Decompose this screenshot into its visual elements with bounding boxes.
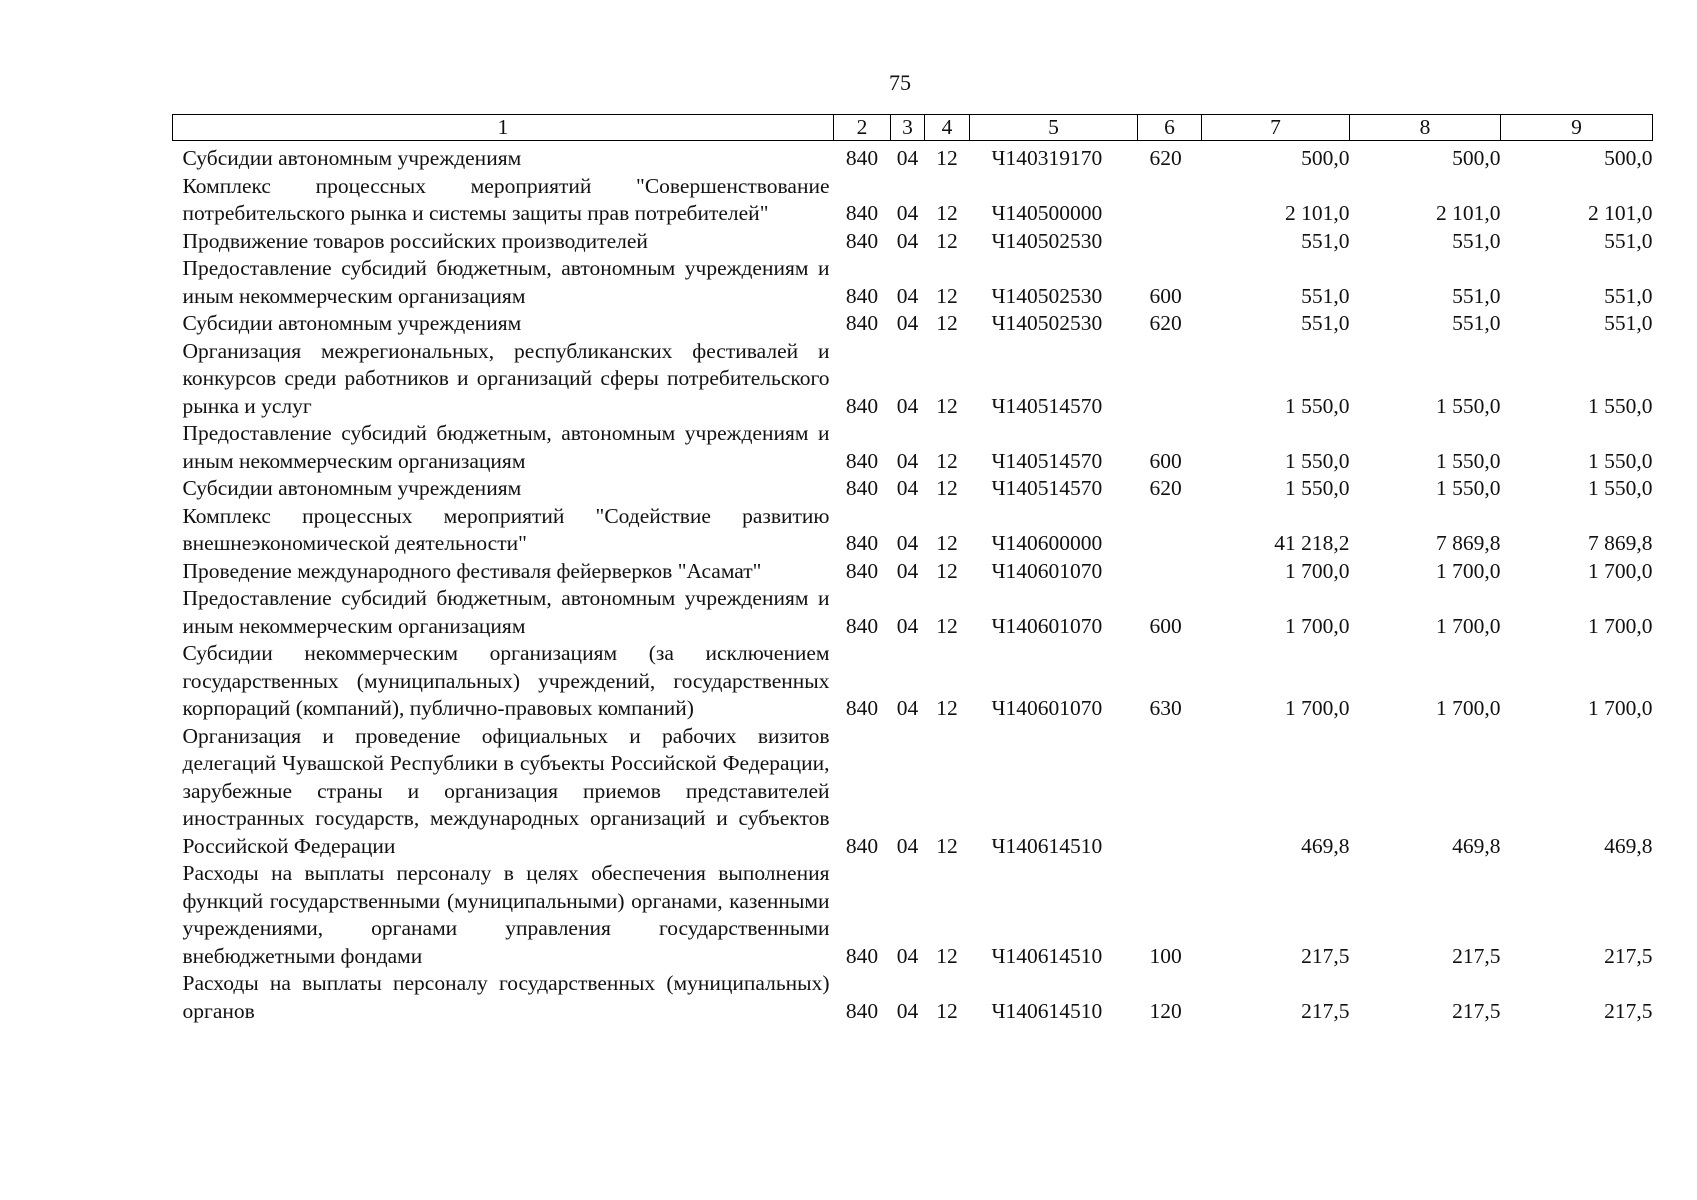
subsection-code: 12 — [936, 283, 958, 308]
amount-col-9: 1 700,0 — [1588, 613, 1653, 638]
subsection-code: 12 — [936, 531, 958, 555]
table-row — [173, 228, 1653, 256]
column-header-7: 7 — [1202, 115, 1350, 141]
amount-col-9: 1 550,0 — [1588, 393, 1653, 418]
amount-col-8: 1 550,0 — [1436, 476, 1501, 500]
target-article-code: Ч140601070 — [991, 558, 1103, 583]
ministry-code: 840 — [845, 696, 879, 720]
row-name: Субсидии автономным учреждениям — [182, 146, 522, 170]
amount-col-7: 217,5 — [1301, 998, 1350, 1023]
subsection-code: 12 — [936, 943, 958, 968]
target-article-code: Ч140502530 — [991, 311, 1103, 335]
section-code: 04 — [896, 833, 919, 858]
expense-type-code: 620 — [1149, 311, 1182, 335]
row-name: Субсидии некоммерческим организациям (за исключением государственных (муниципальных) учреждений, государственных корпораций (компаний), публично-правовых компаний) — [182, 641, 830, 720]
subsection-code: 12 — [936, 558, 958, 583]
row-name: Предоставление субсидий бюджетным, автономным учреждениям и иным некоммерческим организациям — [182, 256, 830, 308]
row-name: Предоставление субсидий бюджетным, автономным учреждениям и иным некоммерческим организациям — [182, 586, 830, 638]
section-code: 04 — [896, 613, 919, 638]
section-code: 04 — [896, 943, 919, 968]
expense-type-code — [1138, 173, 1202, 228]
target-article-code: Ч140601070 — [991, 613, 1103, 638]
column-header-6: 6 — [1138, 115, 1202, 141]
ministry-code: 840 — [845, 311, 879, 335]
ministry-code: 840 — [845, 998, 879, 1023]
target-article-code: Ч140614510 — [991, 998, 1103, 1023]
table-row — [173, 640, 1653, 723]
ministry-code: 840 — [845, 146, 879, 170]
ministry-code: 840 — [845, 393, 879, 418]
amount-col-7: 217,5 — [1301, 943, 1350, 968]
amount-col-9: 551,0 — [1604, 311, 1653, 335]
row-name: Организация межрегиональных, республиканских фестивалей и конкурсов среди работников и организаций сферы потребительского рынка и услуг — [182, 338, 830, 418]
row-name: Расходы на выплаты персоналу государственных (муниципальных) органов — [182, 971, 830, 1023]
subsection-code: 12 — [936, 833, 958, 858]
amount-col-9: 217,5 — [1604, 943, 1653, 968]
expense-type-code: 600 — [1149, 613, 1182, 638]
section-code: 04 — [896, 558, 919, 583]
ministry-code: 840 — [845, 558, 879, 583]
table-row — [173, 723, 1653, 861]
ministry-code: 840 — [845, 228, 879, 253]
amount-col-7: 1 550,0 — [1285, 476, 1350, 500]
amount-col-9: 1 550,0 — [1588, 476, 1653, 500]
subsection-code: 12 — [936, 696, 958, 720]
amount-col-8: 1 700,0 — [1436, 613, 1501, 638]
ministry-code: 840 — [845, 448, 879, 473]
expense-type-code: 600 — [1149, 283, 1182, 308]
amount-col-7: 2 101,0 — [1285, 201, 1350, 225]
subsection-code: 12 — [936, 998, 958, 1023]
amount-col-8: 551,0 — [1452, 228, 1501, 253]
subsection-code: 12 — [936, 201, 958, 225]
row-name: Субсидии автономным учреждениям — [182, 476, 522, 500]
target-article-code: Ч140614510 — [991, 833, 1103, 858]
ministry-code: 840 — [845, 531, 879, 555]
expense-type-code: 630 — [1149, 696, 1182, 720]
ministry-code: 840 — [845, 201, 879, 225]
subsection-code: 12 — [936, 613, 958, 638]
row-name: Комплекс процессных мероприятий "Содействие развитию внешнеэкономической деятельности" — [182, 503, 830, 555]
budget-table — [172, 114, 1653, 1025]
expense-type-code — [1138, 558, 1202, 586]
column-header-9: 9 — [1501, 115, 1653, 141]
amount-col-9: 7 869,8 — [1588, 531, 1653, 555]
column-header-3: 3 — [891, 115, 925, 141]
section-code: 04 — [896, 311, 919, 335]
ministry-code: 840 — [845, 613, 879, 638]
row-name: Комплекс процессных мероприятий "Совершенствование потребительского рынка и системы защиты прав потребителей" — [182, 173, 830, 225]
target-article-code: Ч140502530 — [991, 283, 1103, 308]
amount-col-7: 551,0 — [1301, 283, 1350, 308]
target-article-code: Ч140514570 — [991, 448, 1103, 473]
amount-col-7: 1 700,0 — [1285, 558, 1350, 583]
row-name: Предоставление субсидий бюджетным, автономным учреждениям и иным некоммерческим организациям — [182, 421, 830, 473]
row-name: Расходы на выплаты персоналу в целях обеспечения выполнения функций государственными (муниципальными) органами, казенными учреждениями, органами управления государственными внебюджетными фондами — [182, 861, 830, 968]
amount-col-7: 41 218,2 — [1274, 531, 1350, 555]
amount-col-9: 1 550,0 — [1588, 448, 1653, 473]
target-article-code: Ч140601070 — [991, 696, 1103, 720]
amount-col-8: 551,0 — [1452, 311, 1501, 335]
amount-col-7: 551,0 — [1301, 311, 1350, 335]
section-code: 04 — [896, 146, 919, 170]
expense-type-code: 100 — [1149, 943, 1182, 968]
amount-col-7: 469,8 — [1301, 833, 1350, 858]
section-code: 04 — [896, 476, 919, 500]
amount-col-7: 1 550,0 — [1285, 448, 1350, 473]
table-row — [173, 503, 1653, 558]
row-name: Продвижение товаров российских производителей — [182, 228, 648, 253]
subsection-code: 12 — [936, 228, 958, 253]
table-header — [173, 115, 1653, 141]
amount-col-9: 469,8 — [1604, 833, 1653, 858]
subsection-code: 12 — [936, 448, 958, 473]
amount-col-8: 217,5 — [1452, 943, 1501, 968]
column-header-4: 4 — [925, 115, 970, 141]
amount-col-9: 551,0 — [1604, 228, 1653, 253]
amount-col-8: 1 550,0 — [1436, 448, 1501, 473]
ministry-code: 840 — [845, 283, 879, 308]
section-code: 04 — [896, 228, 919, 253]
target-article-code: Ч140500000 — [991, 201, 1103, 225]
expense-type-code — [1138, 228, 1202, 256]
row-name: Организация и проведение официальных и рабочих визитов делегаций Чувашской Республики в субъекты Российской Федерации, зарубежные страны и организация приемов представителей иностранных государств, международных организаций и субъектов Российской Федерации — [182, 723, 830, 858]
expense-type-code — [1138, 338, 1202, 421]
amount-col-9: 551,0 — [1604, 283, 1653, 308]
table-row — [173, 173, 1653, 228]
section-code: 04 — [896, 283, 919, 308]
amount-col-7: 1 700,0 — [1285, 696, 1350, 720]
expense-type-code — [1138, 723, 1202, 861]
column-header-2: 2 — [834, 115, 891, 141]
row-name: Субсидии автономным учреждениям — [182, 311, 522, 335]
table-row — [173, 475, 1653, 503]
section-code: 04 — [896, 448, 919, 473]
target-article-code: Ч140319170 — [991, 146, 1103, 170]
amount-col-8: 217,5 — [1452, 998, 1501, 1023]
subsection-code: 12 — [936, 476, 958, 500]
section-code: 04 — [896, 998, 919, 1023]
expense-type-code: 600 — [1149, 448, 1182, 473]
table-row — [173, 141, 1653, 173]
amount-col-7: 551,0 — [1301, 228, 1350, 253]
header-row — [173, 115, 1653, 141]
amount-col-9: 500,0 — [1604, 146, 1653, 170]
amount-col-9: 217,5 — [1604, 998, 1653, 1023]
table-row — [173, 585, 1653, 640]
section-code: 04 — [896, 393, 919, 418]
amount-col-8: 1 700,0 — [1436, 696, 1501, 720]
ministry-code: 840 — [845, 943, 879, 968]
amount-col-8: 1 700,0 — [1436, 558, 1501, 583]
table-row — [173, 310, 1653, 338]
target-article-code: Ч140514570 — [991, 393, 1103, 418]
target-article-code: Ч140600000 — [991, 531, 1103, 555]
expense-type-code: 620 — [1149, 146, 1182, 170]
column-header-1: 1 — [173, 115, 834, 141]
target-article-code: Ч140614510 — [991, 943, 1103, 968]
section-code: 04 — [896, 696, 919, 720]
table-row — [173, 558, 1653, 586]
amount-col-8: 1 550,0 — [1436, 393, 1501, 418]
target-article-code: Ч140502530 — [991, 228, 1103, 253]
amount-col-7: 1 550,0 — [1285, 393, 1350, 418]
subsection-code: 12 — [936, 311, 958, 335]
amount-col-8: 469,8 — [1452, 833, 1501, 858]
table-row — [173, 338, 1653, 421]
amount-col-7: 500,0 — [1301, 146, 1350, 170]
table-row — [173, 860, 1653, 970]
column-header-5: 5 — [970, 115, 1138, 141]
subsection-code: 12 — [936, 393, 958, 418]
subsection-code: 12 — [936, 146, 958, 170]
table-row — [173, 255, 1653, 310]
target-article-code: Ч140514570 — [991, 476, 1103, 500]
expense-type-code: 120 — [1149, 998, 1182, 1023]
table-row — [173, 420, 1653, 475]
page-number: 75 — [889, 70, 911, 95]
amount-col-8: 7 869,8 — [1436, 531, 1501, 555]
amount-col-9: 1 700,0 — [1588, 558, 1653, 583]
amount-col-7: 1 700,0 — [1285, 613, 1350, 638]
row-name: Проведение международного фестиваля фейерверков "Асамат" — [182, 558, 762, 583]
ministry-code: 840 — [845, 833, 879, 858]
table-body — [173, 141, 1653, 1026]
amount-col-9: 1 700,0 — [1588, 696, 1653, 720]
table-row — [173, 970, 1653, 1025]
amount-col-8: 2 101,0 — [1436, 201, 1501, 225]
amount-col-8: 551,0 — [1452, 283, 1501, 308]
expense-type-code: 620 — [1149, 476, 1182, 500]
amount-col-8: 500,0 — [1452, 146, 1501, 170]
ministry-code: 840 — [845, 476, 879, 500]
section-code: 04 — [896, 201, 919, 225]
amount-col-9: 2 101,0 — [1588, 201, 1653, 225]
column-header-8: 8 — [1350, 115, 1501, 141]
expense-type-code — [1138, 503, 1202, 558]
section-code: 04 — [896, 531, 919, 555]
